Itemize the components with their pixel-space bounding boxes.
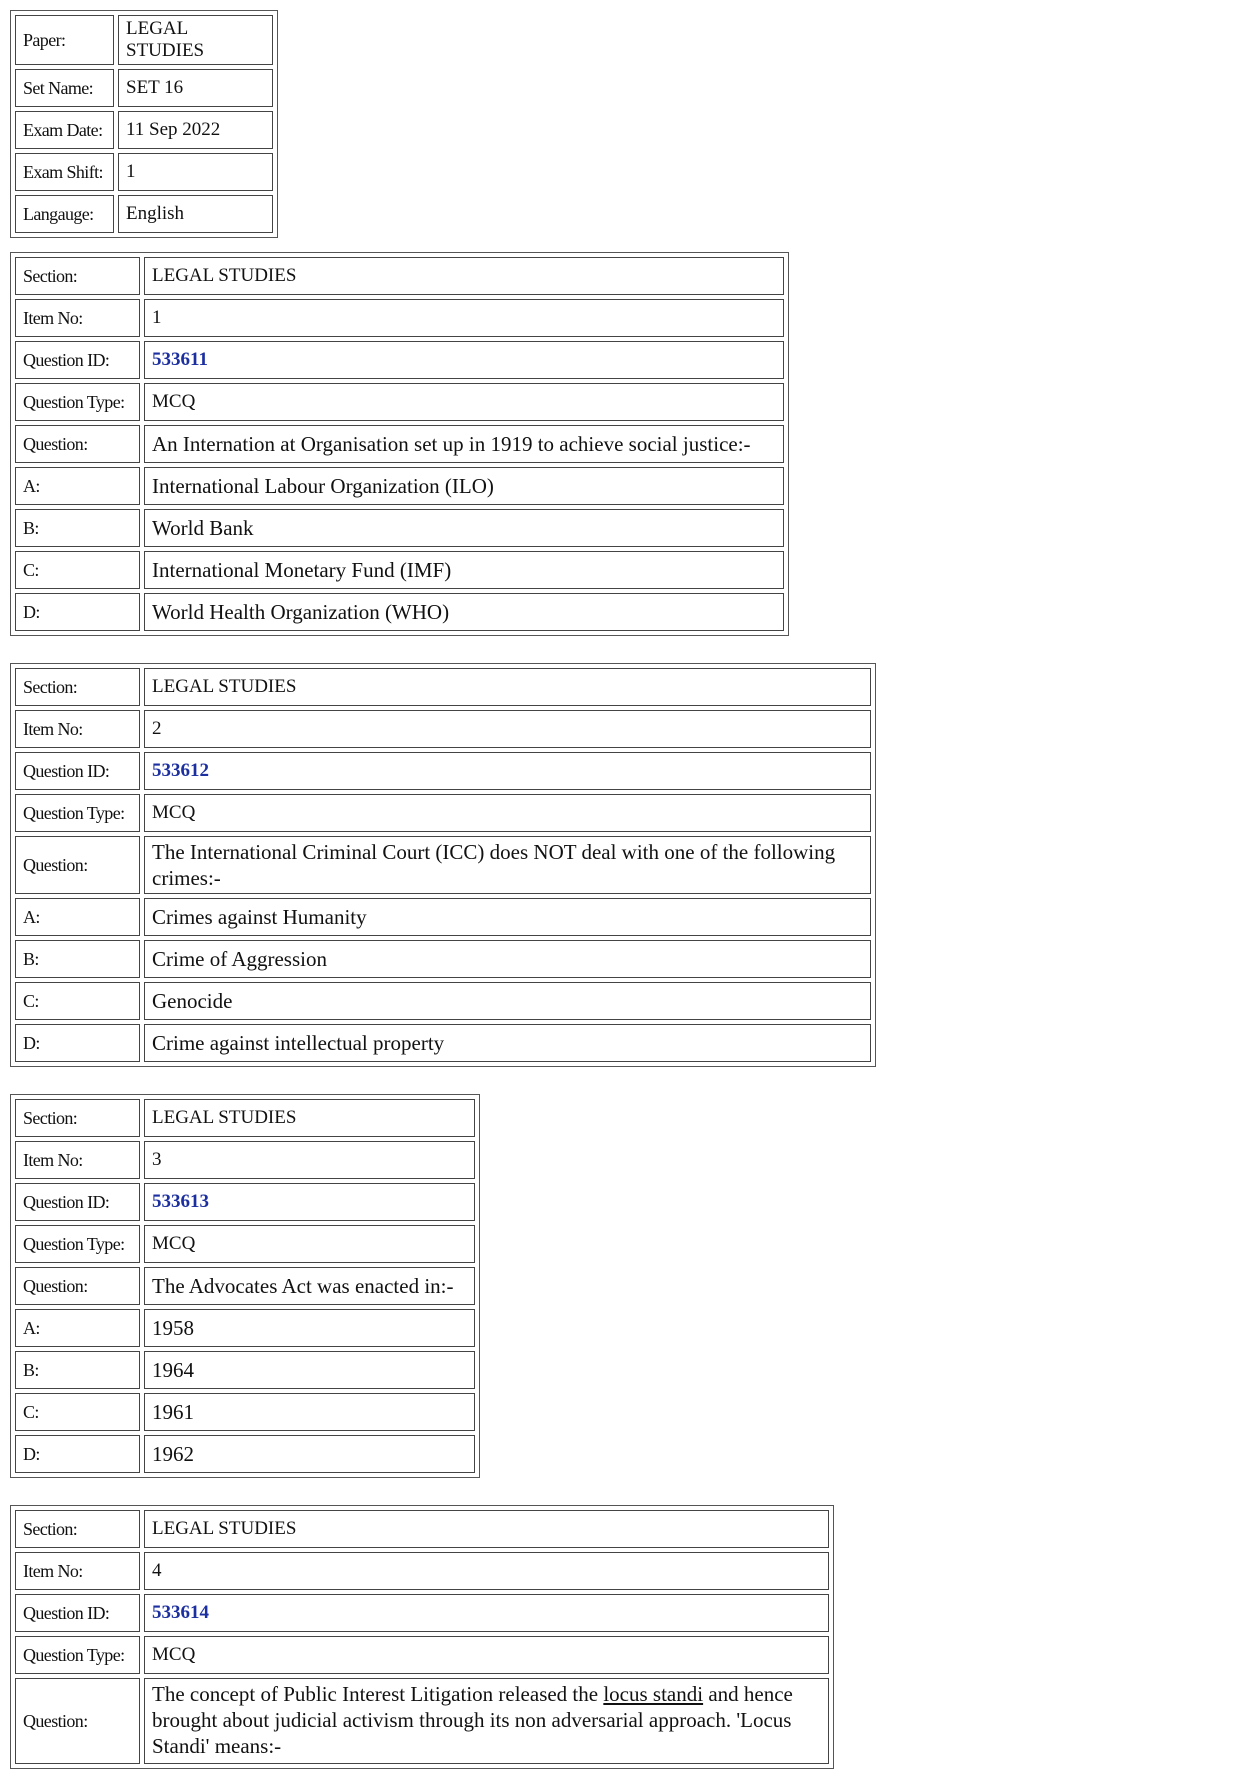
option-row-a xyxy=(15,898,871,936)
option-a-text: 1958 xyxy=(144,1309,475,1347)
option-a-label: A: xyxy=(15,898,140,936)
question-id-label: Question ID: xyxy=(15,1594,140,1632)
question-type-row xyxy=(15,383,784,421)
question-id-value: 533612 xyxy=(144,752,871,790)
exam-shift-label: Exam Shift: xyxy=(15,153,114,191)
set-name-value: SET 16 xyxy=(118,69,273,107)
question-id-value: 533613 xyxy=(144,1183,475,1221)
question-table-3 xyxy=(10,1094,480,1478)
option-b-label: B: xyxy=(15,940,140,978)
exam-shift-value: 1 xyxy=(118,153,273,191)
option-row-c xyxy=(15,551,784,589)
option-a-text: International Labour Organization (ILO) xyxy=(144,467,784,505)
paper-label: Paper: xyxy=(15,15,114,65)
question-id-label: Question ID: xyxy=(15,752,140,790)
option-b-text: 1964 xyxy=(144,1351,475,1389)
option-b-label: B: xyxy=(15,509,140,547)
question-type-value: MCQ xyxy=(144,1225,475,1263)
item-no-row xyxy=(15,1141,475,1179)
section-row xyxy=(15,1099,475,1137)
option-a-label: A: xyxy=(15,467,140,505)
option-d-text: 1962 xyxy=(144,1435,475,1473)
option-d-label: D: xyxy=(15,593,140,631)
item-no-value: 1 xyxy=(144,299,784,337)
option-row-b xyxy=(15,1351,475,1389)
question-id-row xyxy=(15,1183,475,1221)
section-value: LEGAL STUDIES xyxy=(144,1510,829,1548)
question-text: An Internation at Organisation set up in 1919 to achieve social justice:- xyxy=(144,425,784,463)
question-row xyxy=(15,1678,829,1764)
question-type-value: MCQ xyxy=(144,1636,829,1674)
section-label: Section: xyxy=(15,257,140,295)
question-type-label: Question Type: xyxy=(15,383,140,421)
info-row-language xyxy=(15,195,273,233)
question-id-value: 533614 xyxy=(144,1594,829,1632)
option-c-text: Genocide xyxy=(144,982,871,1020)
exam-date-value: 11 Sep 2022 xyxy=(118,111,273,149)
locus-standi-term: locus standi xyxy=(603,1682,704,1706)
option-row-a xyxy=(15,467,784,505)
question-id-row xyxy=(15,341,784,379)
question-type-row xyxy=(15,794,871,832)
section-value: LEGAL STUDIES xyxy=(144,1099,475,1137)
question-id-label: Question ID: xyxy=(15,1183,140,1221)
question-text-end: and hence brought about judicial activism through its non adversarial approach. 'Locus Standi' means:- xyxy=(152,1682,793,1758)
section-label: Section: xyxy=(15,1510,140,1548)
question-row xyxy=(15,425,784,463)
option-d-text: World Health Organization (WHO) xyxy=(144,593,784,631)
language-value: English xyxy=(118,195,273,233)
option-b-text: World Bank xyxy=(144,509,784,547)
option-a-text: Crimes against Humanity xyxy=(144,898,871,936)
exam-info-table xyxy=(10,10,278,238)
item-no-row xyxy=(15,1552,829,1590)
question-row xyxy=(15,836,871,894)
question-label: Question: xyxy=(15,836,140,894)
item-no-row xyxy=(15,299,784,337)
item-no-label: Item No: xyxy=(15,710,140,748)
question-type-value: MCQ xyxy=(144,383,784,421)
question-label: Question: xyxy=(15,1678,140,1764)
option-a-label: A: xyxy=(15,1309,140,1347)
option-row-d xyxy=(15,593,784,631)
question-id-row xyxy=(15,1594,829,1632)
section-value: LEGAL STUDIES xyxy=(144,668,871,706)
option-b-label: B: xyxy=(15,1351,140,1389)
section-label: Section: xyxy=(15,1099,140,1137)
option-d-label: D: xyxy=(15,1435,140,1473)
question-type-label: Question Type: xyxy=(15,794,140,832)
option-c-text: International Monetary Fund (IMF) xyxy=(144,551,784,589)
question-id-value: 533611 xyxy=(144,341,784,379)
item-no-value: 3 xyxy=(144,1141,475,1179)
option-c-text: 1961 xyxy=(144,1393,475,1431)
section-row xyxy=(15,668,871,706)
section-value: LEGAL STUDIES xyxy=(144,257,784,295)
question-table-1 xyxy=(10,252,789,636)
question-text xyxy=(144,1678,829,1764)
item-no-label: Item No: xyxy=(15,1552,140,1590)
question-type-value: MCQ xyxy=(144,794,871,832)
question-text: The Advocates Act was enacted in:- xyxy=(144,1267,475,1305)
language-label: Langauge: xyxy=(15,195,114,233)
question-text-start: The concept of Public Interest Litigation released the xyxy=(152,1682,604,1706)
option-row-c xyxy=(15,982,871,1020)
question-type-row xyxy=(15,1636,829,1674)
question-row xyxy=(15,1267,475,1305)
info-row-set xyxy=(15,69,273,107)
option-c-label: C: xyxy=(15,1393,140,1431)
option-row-a xyxy=(15,1309,475,1347)
info-row-shift xyxy=(15,153,273,191)
option-d-label: D: xyxy=(15,1024,140,1062)
set-name-label: Set Name: xyxy=(15,69,114,107)
question-type-label: Question Type: xyxy=(15,1636,140,1674)
question-id-row xyxy=(15,752,871,790)
option-b-text: Crime of Aggression xyxy=(144,940,871,978)
question-label: Question: xyxy=(15,425,140,463)
section-label: Section: xyxy=(15,668,140,706)
item-no-value: 4 xyxy=(144,1552,829,1590)
question-id-label: Question ID: xyxy=(15,341,140,379)
item-no-label: Item No: xyxy=(15,299,140,337)
option-c-label: C: xyxy=(15,551,140,589)
item-no-label: Item No: xyxy=(15,1141,140,1179)
section-row xyxy=(15,1510,829,1548)
option-row-b xyxy=(15,940,871,978)
section-row xyxy=(15,257,784,295)
option-d-text: Crime against intellectual property xyxy=(144,1024,871,1062)
paper-value: LEGAL STUDIES xyxy=(118,15,273,65)
option-row-d xyxy=(15,1024,871,1062)
question-table-4 xyxy=(10,1505,834,1769)
info-row-date xyxy=(15,111,273,149)
question-text: The International Criminal Court (ICC) does NOT deal with one of the following crimes:- xyxy=(144,836,871,894)
option-row-b xyxy=(15,509,784,547)
option-c-label: C: xyxy=(15,982,140,1020)
info-row-paper xyxy=(15,15,273,65)
item-no-value: 2 xyxy=(144,710,871,748)
option-row-d xyxy=(15,1435,475,1473)
question-label: Question: xyxy=(15,1267,140,1305)
item-no-row xyxy=(15,710,871,748)
question-table-2 xyxy=(10,663,876,1067)
option-row-c xyxy=(15,1393,475,1431)
question-type-row xyxy=(15,1225,475,1263)
question-type-label: Question Type: xyxy=(15,1225,140,1263)
exam-date-label: Exam Date: xyxy=(15,111,114,149)
